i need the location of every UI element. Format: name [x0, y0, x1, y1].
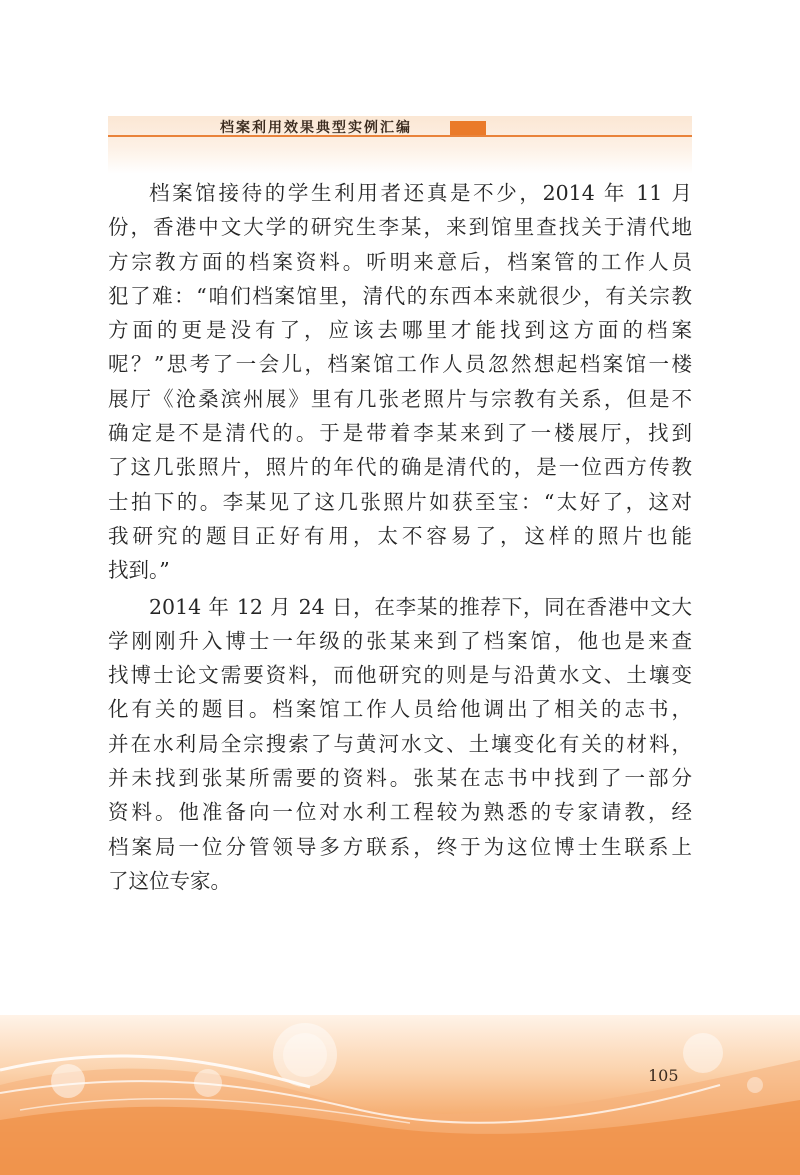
- decorative-footer: [0, 1015, 800, 1175]
- text-line: 2014 年 12 月 24 日，在李某的推荐下，同在香港中文大: [149, 594, 692, 619]
- header-accent-block: [450, 121, 486, 135]
- body-text: [108, 176, 692, 898]
- text-line: 犯了难：“咱们档案馆里，清代的东西本来就很少，有关宗教: [108, 283, 692, 308]
- text-line: 档案馆接待的学生利用者还真是不少，2014 年 11 月: [149, 181, 692, 205]
- text-line: 呢？”思考了一会儿，档案馆工作人员忽然想起档案馆一楼: [108, 352, 692, 377]
- text-line: 方面的更是没有了，应该去哪里才能找到这方面的档案: [108, 318, 692, 343]
- footer-bubble-5: [747, 1077, 763, 1093]
- text-line: 方宗教方面的档案资料。听明来意后，档案管的工作人员: [108, 249, 692, 274]
- text-line: 展厅《沧桑滨州展》里有几张老照片与宗教有关系，但是不: [108, 386, 692, 411]
- paragraph-2: [108, 590, 692, 899]
- text-line: 士拍下的。李某见了这几张照片如获至宝：“太好了，这对: [108, 489, 692, 514]
- footer-bubble-3: [194, 1069, 222, 1097]
- text-line: 确定是不是清代的。于是带着李某来到了一楼展厅，找到: [108, 421, 692, 446]
- text-line: 资料。他准备向一位对水利工程较为熟悉的专家请教，经: [108, 800, 692, 825]
- text-line: 化有关的题目。档案馆工作人员给他调出了相关的志书，: [108, 697, 692, 722]
- running-header-title: 档案利用效果典型实例汇编: [220, 120, 412, 136]
- text-line: 找到。”: [108, 558, 170, 583]
- footer-bubble-2: [51, 1064, 85, 1098]
- text-line: 档案局一位分管领导多方联系，终于为这位博士生联系上: [108, 834, 692, 859]
- text-line: 找博士论文需要资料，而他研究的则是与沿黄水文、土壤变: [108, 663, 692, 688]
- text-line: 并未找到张某所需要的资料。张某在志书中找到了一部分: [108, 766, 692, 791]
- page-number: 105: [648, 1066, 679, 1085]
- text-line: 了这位专家。: [108, 868, 231, 893]
- text-line: 并在水利局全宗搜索了与黄河水文、土壤变化有关的材料，: [108, 731, 692, 756]
- footer-wave-art: [0, 1015, 800, 1175]
- text-line: 了这几张照片，照片的年代的确是清代的，是一位西方传教: [108, 455, 692, 480]
- running-header: [108, 116, 692, 174]
- text-line: 我研究的题目正好有用，太不容易了，这样的照片也能: [108, 523, 692, 548]
- footer-bubble-4: [683, 1033, 723, 1073]
- text-line: 份，香港中文大学的研究生李某，来到馆里查找关于清代地: [108, 215, 692, 240]
- footer-bubble-1-core: [283, 1033, 327, 1077]
- paragraph-1: [108, 176, 692, 588]
- text-line: 学刚刚升入博士一年级的张某来到了档案馆，他也是来查: [108, 628, 692, 653]
